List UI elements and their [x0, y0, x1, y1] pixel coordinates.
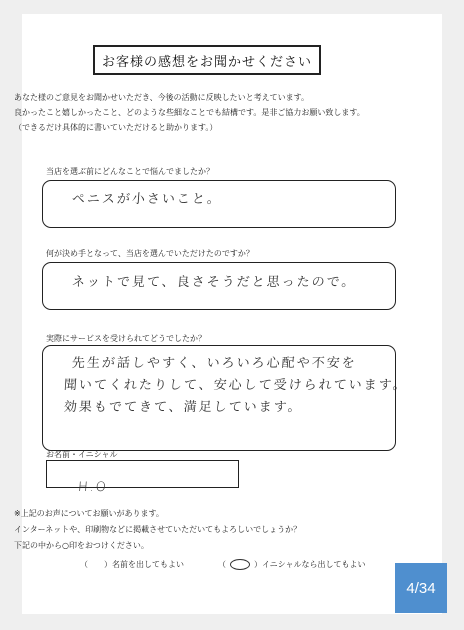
question-3-label: 実際にサービスを受けられてどうでしたか？ — [46, 334, 206, 343]
option-initial: （ ）イニシャルなら出してもよい — [218, 560, 366, 569]
survey-title: お客様の感想をお聞かせください — [93, 45, 321, 75]
option-initial-label: イニシャルなら出してもよい — [262, 560, 366, 569]
circle-mark-icon — [230, 559, 250, 570]
name-value: H.O — [77, 480, 109, 495]
answer-1-text: ペニスが小さいこと。 — [71, 192, 223, 207]
intro-text — [14, 90, 414, 135]
name-label: お名前・イニシャル — [46, 450, 118, 459]
footer-note-1: ※上記のお声についてお願いがあります。 — [14, 509, 164, 518]
answer-3-line-1: 先生が話しやすく、いろいろ心配や不安を — [71, 356, 358, 371]
answer-3-line-3: 効果もでてきて、満足しています。 — [63, 400, 304, 415]
name-box — [46, 460, 239, 488]
footer-note-3: 下記の中から○印をおつけください。 — [14, 541, 149, 550]
intro-line-1: あなた様のご意見をお聞かせいただき、今後の活動に反映したいと考えています。 — [14, 93, 310, 102]
question-1-label: 当店を選ぶ前にどんなことで悩んでましたか？ — [46, 167, 214, 176]
question-2-label: 何が決め手となって、当店を選んでいただけたのですか？ — [46, 249, 254, 258]
intro-line-2: 良かったこと嬉しかったこと、どのような些細なことでも結構です。是非ご協力お願い致します。 — [14, 108, 365, 117]
option-name: （ ）名前を出してもよい — [80, 560, 184, 569]
footer-note-2: インターネットや、印刷物などに掲載させていただいてもよろしいでしょうか？ — [14, 525, 302, 534]
pagination-badge: 4/34 — [395, 563, 447, 613]
answer-2-text: ネットで見て、良さそうだと思ったので。 — [71, 275, 357, 290]
intro-line-3: （できるだけ具体的に書いていただけると助かります。） — [14, 123, 218, 132]
answer-3-line-2: 聞いてくれたりして、安心して受けられています。 — [63, 378, 409, 393]
